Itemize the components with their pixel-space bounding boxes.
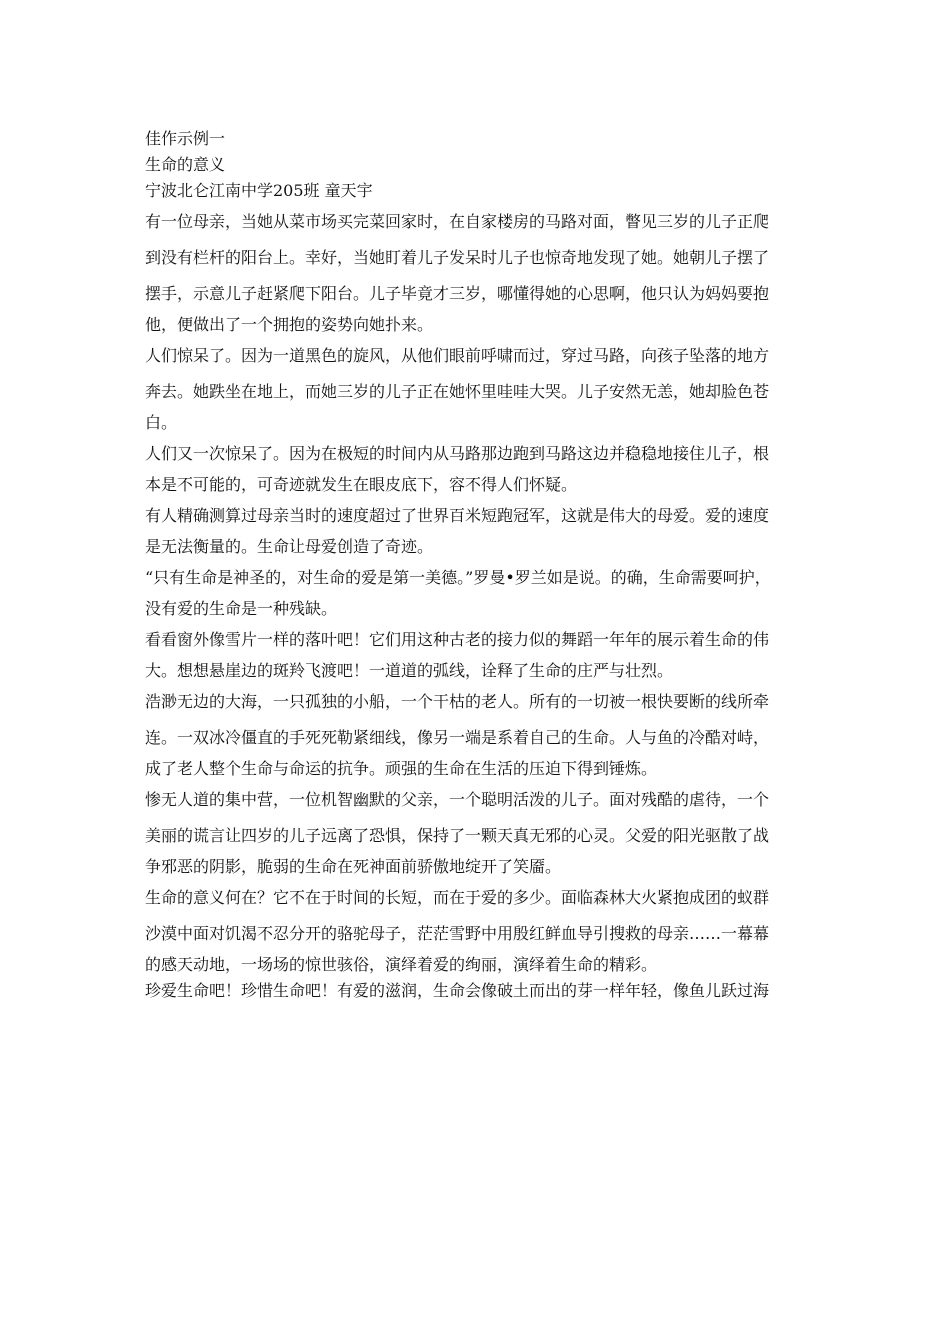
text-line: 成了老人整个生命与命运的抗争。顽强的生命在生活的压迫下得到锤炼。 xyxy=(145,759,658,778)
paragraph xyxy=(145,204,820,338)
text-line: 大。想想悬崖边的斑羚飞渡吧！一道道的弧线，诠释了生命的庄严与壮烈。 xyxy=(145,661,674,680)
author-line: 宁波北仑江南中学205班 童天宇 xyxy=(145,181,373,200)
text-line: 沙漠中面对饥渴不忍分开的骆驼母子，茫茫雪野中用殷红鲜血导引搜救的母亲……一幕幕 xyxy=(145,924,770,943)
text-line: 人们惊呆了。因为一道黑色的旋风，从他们眼前呼啸而过，穿过马路，向孩子坠落的地方 xyxy=(145,346,770,365)
text-line: 是无法衡量的。生命让母爱创造了奇迹。 xyxy=(145,537,434,556)
paragraph xyxy=(145,498,820,560)
paragraph xyxy=(145,622,820,684)
text-line: 争邪恶的阴影，脆弱的生命在死神面前骄傲地绽开了笑靥。 xyxy=(145,857,562,876)
text-line: 有人精确测算过母亲当时的速度超过了世界百米短跑冠军，这就是伟大的母爱。爱的速度 xyxy=(145,506,770,525)
section-heading: 佳作示例一 xyxy=(145,129,226,148)
text-line: 惨无人道的集中营，一位机智幽默的父亲，一个聪明活泼的儿子。面对残酷的虐待，一个 xyxy=(145,790,770,809)
text-line: 美丽的谎言让四岁的儿子远离了恐惧，保持了一颗天真无邪的心灵。父爱的阳光驱散了战 xyxy=(145,826,770,845)
text-line: 没有爱的生命是一种残缺。 xyxy=(145,599,338,618)
text-line: 有一位母亲，当她从菜市场买完菜回家时，在自家楼房的马路对面，瞥见三岁的儿子正爬 xyxy=(145,212,770,231)
text-line: 浩渺无边的大海，一只孤独的小船，一个干枯的老人。所有的一切被一根快要断的线所牵 xyxy=(145,692,770,711)
text-line: 珍爱生命吧！珍惜生命吧！有爱的滋润，生命会像破土而出的芽一样年轻，像鱼儿跃过海 xyxy=(145,981,770,1000)
text-line: 他，便做出了一个拥抱的姿势向她扑来。 xyxy=(145,315,434,334)
paragraph xyxy=(145,338,820,436)
document-content xyxy=(145,126,820,1004)
text-line: 的感天动地，一场场的惊世骇俗，演绎着爱的绚丽，演绎着生命的精彩。 xyxy=(145,955,658,974)
paragraph xyxy=(145,978,820,1004)
text-line: 看看窗外像雪片一样的落叶吧！它们用这种古老的接力似的舞蹈一年年的展示着生命的伟 xyxy=(145,630,770,649)
paragraph xyxy=(145,684,820,782)
text-line: 到没有栏杆的阳台上。幸好，当她盯着儿子发呆时儿子也惊奇地发现了她。她朝儿子摆了 xyxy=(145,248,770,267)
paragraph xyxy=(145,880,820,978)
text-line: 连。一双冰冷僵直的手死死勒紧细线，像另一端是系着自己的生命。人与鱼的冷酷对峙， xyxy=(145,728,770,747)
paragraph xyxy=(145,436,820,498)
text-line: “只有生命是神圣的，对生命的爱是第一美德。”罗曼•罗兰如是说。的确，生命需要呵护， xyxy=(145,568,771,587)
text-line: 生命的意义何在？它不在于时间的长短，而在于爱的多少。面临森林大火紧抱成团的蚁群 xyxy=(145,888,770,907)
text-line: 人们又一次惊呆了。因为在极短的时间内从马路那边跑到马路这边并稳稳地接住儿子，根 xyxy=(145,444,770,463)
essay-title: 生命的意义 xyxy=(145,155,226,174)
paragraph xyxy=(145,560,820,622)
text-line: 奔去。她跌坐在地上，而她三岁的儿子正在她怀里哇哇大哭。儿子安然无恙，她却脸色苍 xyxy=(145,382,770,401)
text-line: 白。 xyxy=(145,413,178,432)
text-line: 摆手，示意儿子赶紧爬下阳台。儿子毕竟才三岁，哪懂得她的心思啊，他只认为妈妈要抱 xyxy=(145,284,770,303)
text-line: 本是不可能的，可奇迹就发生在眼皮底下，容不得人们怀疑。 xyxy=(145,475,578,494)
paragraph xyxy=(145,782,820,880)
